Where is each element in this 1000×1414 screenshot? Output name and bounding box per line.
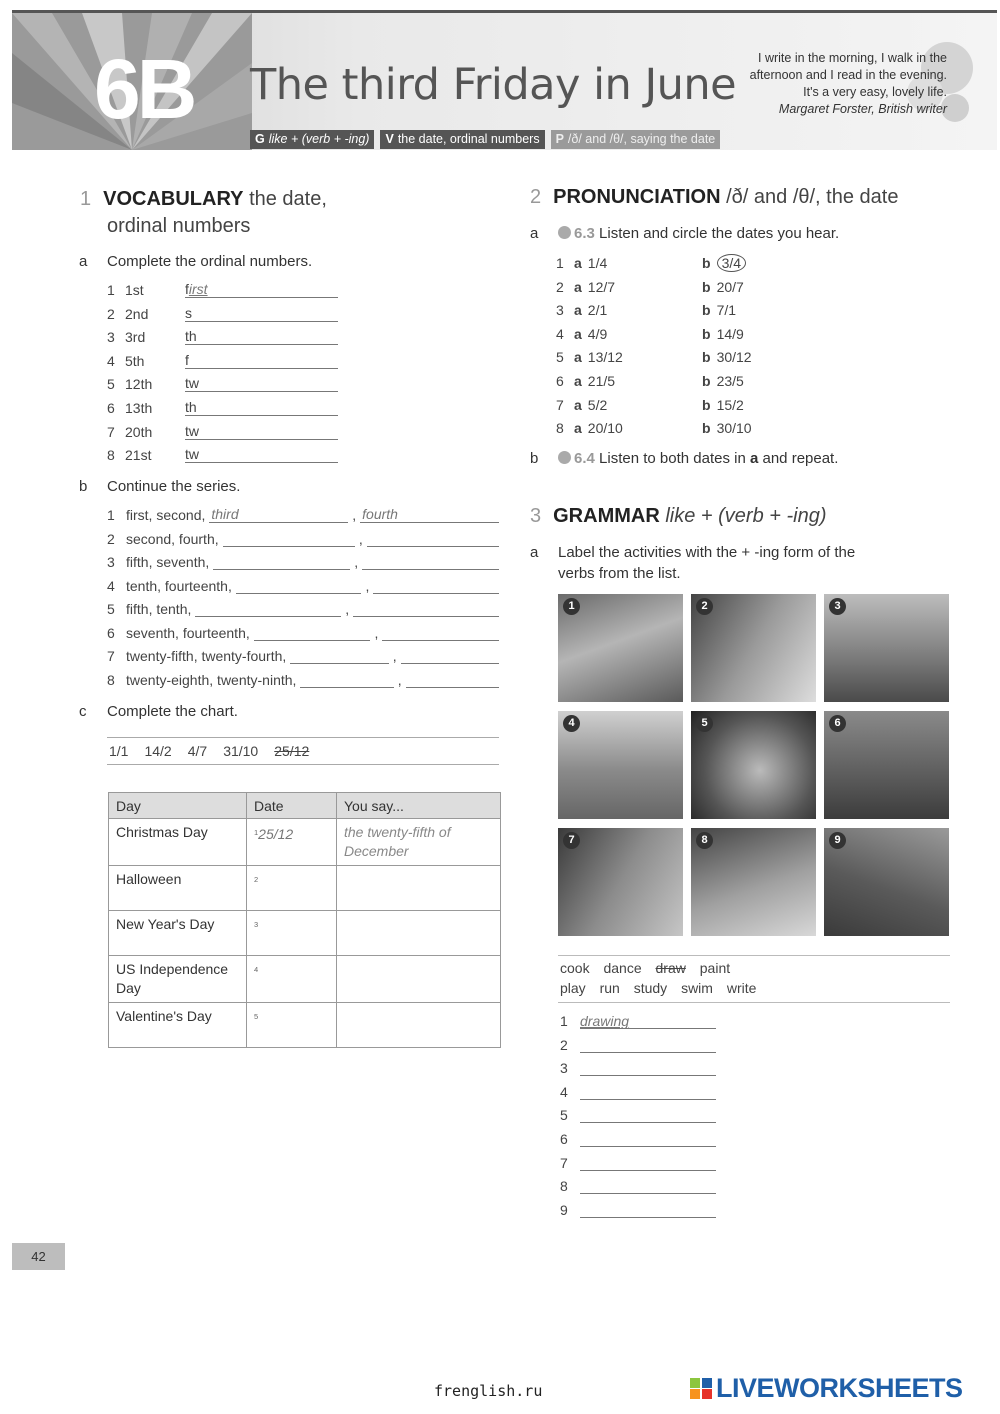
ordinal-answer-field[interactable] [185, 424, 338, 440]
label-answer-field[interactable] [580, 1060, 716, 1076]
grammar-heading: 3 GRAMMAR like + (verb + -ing) [530, 505, 827, 527]
answer-hint: th [185, 399, 197, 415]
item-number: 7 [107, 648, 115, 664]
verb: paint [699, 960, 731, 976]
item-number: 2 [107, 530, 115, 547]
answer-hint: tw [185, 446, 199, 463]
chart-header-date: Date [247, 793, 337, 819]
photo-painting-hands: 1 [558, 594, 683, 702]
row-number: 3 [254, 920, 259, 929]
series-answer-1[interactable] [213, 554, 350, 570]
item-number: 4 [107, 577, 115, 594]
series-answer-2[interactable] [406, 672, 499, 688]
option-a[interactable]: a 2/1 [574, 302, 608, 319]
series-item [107, 531, 499, 547]
vocab-c-instruction: c Complete the chart. [79, 703, 238, 720]
answer-text: irst [188, 281, 208, 297]
comma: , [354, 554, 359, 570]
option-b[interactable]: b 23/5 [702, 373, 744, 389]
item-number: 4 [560, 1083, 568, 1100]
chart-day: Halloween [109, 866, 247, 911]
option-a[interactable]: a 1/4 [574, 255, 608, 271]
row-number: 4 [254, 965, 259, 974]
label-item [560, 1084, 716, 1100]
series-answer-1[interactable]: third [209, 507, 348, 523]
ordinal-number: 20th [125, 423, 153, 440]
option-a[interactable]: a 4/9 [574, 325, 608, 342]
series-item [107, 578, 499, 594]
option-a[interactable]: a 21/5 [574, 373, 616, 389]
photo-painting-artist: 2 [691, 594, 816, 702]
ordinal-number: 3rd [125, 329, 146, 346]
ordinal-number: 2nd [125, 305, 149, 322]
quote [750, 50, 947, 118]
series-answer-2[interactable] [353, 601, 499, 617]
pron-item [556, 349, 752, 365]
footer-url[interactable]: frenglish.ru [434, 1382, 543, 1400]
item-number: 3 [107, 329, 115, 346]
pron-item [556, 326, 744, 342]
option-a[interactable]: a 5/2 [574, 396, 608, 413]
item-number: 6 [107, 400, 115, 416]
label-answer-field[interactable]: drawing [580, 1013, 716, 1029]
dates-chart [108, 792, 501, 1048]
series-prompt: fifth, seventh, [126, 554, 210, 570]
option-b[interactable]: b 20/7 [702, 278, 744, 295]
chart-day: US Independence Day [109, 956, 247, 1003]
item-number: 5 [107, 376, 115, 393]
item-number: 1 [560, 1013, 568, 1029]
label-item [560, 1013, 716, 1029]
series-item [107, 601, 499, 617]
item-number: 1 [556, 255, 564, 271]
ordinal-item [107, 329, 338, 345]
photo-running: 4 [558, 711, 683, 819]
item-number: 8 [107, 671, 115, 688]
series-prompt: fifth, tenth, [126, 601, 192, 617]
answer-hint: tw [185, 375, 199, 392]
verb-list [558, 955, 950, 1003]
answer-hint: s [185, 304, 192, 321]
verb: cook [560, 960, 590, 976]
label-item [560, 1060, 716, 1076]
item-number: 5 [560, 1107, 568, 1124]
item-number: 7 [107, 423, 115, 440]
label-answer-field[interactable] [580, 1202, 716, 1218]
vocabulary-heading: 1 VOCABULARY the date, ordinal numbers [80, 188, 327, 237]
series-answer-2[interactable] [401, 648, 499, 664]
comma: , [392, 648, 397, 664]
ordinal-item [107, 447, 338, 463]
ordinal-item [107, 424, 338, 440]
comma: , [365, 577, 370, 594]
ordinal-answer-field[interactable] [185, 306, 338, 322]
chart-say-cell[interactable] [337, 866, 501, 911]
date-option: 14/2 [144, 743, 172, 759]
row-number: 5 [254, 1012, 259, 1021]
series-answer-1[interactable] [254, 625, 371, 641]
series-answer-1[interactable] [290, 648, 388, 664]
quote-line: afternoon and I read in the evening. [749, 68, 947, 82]
chart-say-cell[interactable] [337, 911, 501, 956]
tag-grammar: G like + (verb + -ing) [250, 130, 374, 149]
chart-header-you-say: You say... [337, 793, 501, 819]
chart-day: Valentine's Day [109, 1003, 247, 1048]
item-number: 4 [556, 325, 564, 342]
item-number: 6 [556, 373, 564, 389]
unit-title: The third Friday in June [250, 60, 737, 110]
ordinal-answer-field[interactable] [185, 353, 338, 369]
page-number: 42 [12, 1243, 65, 1270]
pron-item [556, 279, 744, 295]
vocab-a-instruction: a Complete the ordinal numbers. [79, 253, 313, 270]
answer-hint: th [185, 328, 197, 345]
item-number: 8 [556, 420, 564, 437]
series-answer-1[interactable] [236, 578, 362, 594]
pron-item [556, 255, 746, 271]
label-item [560, 1107, 716, 1123]
tag-pronunciation: P /ð/ and /θ/, saying the date [551, 130, 721, 149]
series-prompt: twenty-eighth, twenty-ninth, [126, 671, 297, 688]
label-item [560, 1178, 716, 1194]
quote-author: Margaret Forster, British writer [778, 102, 947, 116]
date-option: 31/10 [223, 743, 259, 759]
answer-hint: f [185, 281, 189, 297]
chart-say-cell[interactable]: the twenty-fifth of December [337, 819, 501, 866]
item-number: 1 [107, 282, 115, 298]
chart-row [109, 911, 501, 956]
pron-item [556, 373, 744, 389]
option-b[interactable]: b 30/10 [702, 420, 752, 437]
item-number: 1 [107, 507, 115, 523]
chart-date-cell[interactable] [247, 1003, 337, 1048]
option-b[interactable]: b 14/9 [702, 325, 744, 342]
ordinal-answer-field[interactable] [185, 376, 338, 392]
tag-vocabulary: V the date, ordinal numbers [380, 130, 544, 149]
ordinal-item [107, 353, 338, 369]
verb: study [633, 980, 668, 996]
item-number: 9 [560, 1201, 568, 1218]
item-number: 5 [556, 349, 564, 366]
logo-text: LIVEWORKSHEETS [716, 1373, 963, 1403]
unit-number: 6B [94, 42, 194, 136]
chart-say-cell[interactable] [337, 956, 501, 1003]
label-answer-field[interactable] [580, 1178, 716, 1194]
ordinal-number: 5th [125, 352, 145, 369]
chart-day: Christmas Day [109, 819, 247, 866]
vocab-b-instruction: b Continue the series. [79, 478, 241, 495]
photo-dancing: 3 [824, 594, 949, 702]
label-answer-field[interactable] [580, 1107, 716, 1123]
item-number: 5 [107, 601, 115, 617]
ordinal-answer-field[interactable] [185, 447, 338, 463]
quote-line: I write in the morning, I walk in the [758, 51, 947, 65]
series-item [107, 507, 499, 523]
row-number: 1 [254, 828, 259, 837]
item-number: 3 [560, 1060, 568, 1077]
series-answer-1[interactable] [300, 672, 393, 688]
option-b[interactable]: b 7/1 [702, 302, 737, 319]
ordinal-answer-field[interactable] [185, 329, 338, 345]
audio-icon[interactable] [558, 451, 571, 464]
ordinal-answer-field[interactable] [185, 400, 338, 416]
chart-header-day: Day [109, 793, 247, 819]
ordinal-item [107, 376, 338, 392]
label-answer-field[interactable] [580, 1084, 716, 1100]
series-item [107, 554, 499, 570]
grammar-a-instruction: a Label the activities with the + -ing form of the verbs from the list. [530, 544, 856, 582]
item-number: 3 [556, 302, 564, 319]
item-number: 6 [560, 1131, 568, 1147]
series-prompt: tenth, fourteenth, [126, 577, 232, 594]
option-a[interactable]: a 20/10 [574, 420, 623, 437]
ordinal-answer-field[interactable] [185, 282, 338, 298]
liveworksheets-logo [690, 1373, 963, 1404]
series-item [107, 648, 499, 664]
item-number: 8 [107, 447, 115, 464]
pron-item [556, 302, 736, 318]
comma: , [397, 671, 402, 688]
label-item [560, 1037, 716, 1053]
label-answer-field[interactable] [580, 1037, 716, 1053]
verb: dance [603, 960, 642, 976]
photo-studying: 7 [558, 828, 683, 936]
option-a[interactable]: a 13/12 [574, 349, 623, 366]
series-answer-2[interactable]: fourth [360, 507, 499, 523]
chart-say-cell[interactable] [337, 1003, 501, 1048]
label-item [560, 1202, 716, 1218]
option-a[interactable]: a 12/7 [574, 278, 616, 295]
series-prompt: first, second, [126, 507, 206, 523]
audio-icon[interactable] [558, 226, 571, 239]
ordinal-number: 13th [125, 400, 153, 416]
series-answer-1[interactable] [223, 531, 355, 547]
verb: play [560, 980, 586, 996]
row-number: 2 [254, 875, 259, 884]
chart-day: New Year's Day [109, 911, 247, 956]
photo-writing: 8 [691, 828, 816, 936]
chart-row [109, 956, 501, 1003]
unit-header [12, 13, 997, 150]
pron-item [556, 420, 752, 436]
pronunciation-heading: 2 PRONUNCIATION /ð/ and /θ/, the date [530, 186, 899, 208]
chart-date-cell[interactable] [247, 911, 337, 956]
label-item [560, 1131, 716, 1147]
series-answer-2[interactable] [367, 531, 499, 547]
ordinal-item [107, 400, 338, 416]
photo-cooking: 5 [691, 711, 816, 819]
pron-b-instruction: b 6.4 Listen to both dates in a and repeat. [530, 450, 839, 467]
series-prompt: seventh, fourteenth, [126, 624, 250, 641]
chart-date-cell[interactable] [247, 819, 337, 866]
logo-squares-icon [690, 1378, 712, 1400]
focus-tags [250, 130, 720, 149]
date-option-used: 25/12 [274, 743, 310, 759]
photo-playing: 9 [824, 828, 949, 936]
chart-date-value: 25/12 [258, 826, 294, 842]
ordinal-item [107, 306, 338, 322]
item-number: 7 [556, 396, 564, 413]
item-number: 7 [560, 1154, 568, 1171]
date-options-box [107, 737, 499, 765]
chart-date-cell[interactable] [247, 866, 337, 911]
item-number: 6 [107, 624, 115, 641]
series-prompt: twenty-fifth, twenty-fourth, [126, 648, 287, 664]
item-number: 2 [560, 1036, 568, 1053]
series-answer-1[interactable] [195, 601, 341, 617]
series-item [107, 625, 499, 641]
item-number: 2 [107, 305, 115, 322]
answer-hint: tw [185, 422, 199, 439]
chart-row [109, 819, 501, 866]
series-answer-2[interactable] [362, 554, 499, 570]
ordinal-number: 12th [125, 376, 153, 393]
pron-item [556, 397, 744, 413]
chart-date-cell[interactable] [247, 956, 337, 1003]
series-item [107, 672, 499, 688]
series-answer-2[interactable] [382, 625, 499, 641]
chart-row [109, 1003, 501, 1048]
comma: , [374, 624, 379, 641]
option-b[interactable]: b 15/2 [702, 396, 744, 413]
item-number: 3 [107, 554, 115, 570]
ordinal-number: 1st [125, 282, 144, 298]
comma: , [358, 530, 363, 547]
verb-used: draw [655, 960, 686, 976]
verb: write [726, 980, 757, 996]
photo-swimming: 6 [824, 711, 949, 819]
quote-line: It's a very easy, lovely life. [803, 85, 947, 99]
series-answer-2[interactable] [373, 578, 499, 594]
option-b[interactable]: b 3/4 [702, 255, 746, 271]
date-option: 4/7 [187, 743, 208, 759]
activity-photos [558, 594, 950, 936]
item-number: 4 [107, 352, 115, 369]
label-answer-field[interactable] [580, 1131, 716, 1147]
verb: run [599, 980, 620, 996]
pron-a-instruction: a 6.3 Listen and circle the dates you hear. [530, 225, 840, 242]
ordinal-item [107, 282, 338, 298]
series-prompt: second, fourth, [126, 530, 219, 547]
label-answer-field[interactable] [580, 1155, 716, 1171]
item-number: 8 [560, 1178, 568, 1195]
comma: , [352, 507, 357, 523]
label-item [560, 1155, 716, 1171]
verb: swim [681, 980, 713, 996]
comma: , [345, 601, 350, 617]
ordinal-number: 21st [125, 447, 152, 464]
chart-row [109, 866, 501, 911]
answer-hint: f [185, 351, 189, 368]
date-option: 1/1 [109, 743, 129, 759]
item-number: 2 [556, 278, 564, 295]
option-b[interactable]: b 30/12 [702, 349, 752, 366]
